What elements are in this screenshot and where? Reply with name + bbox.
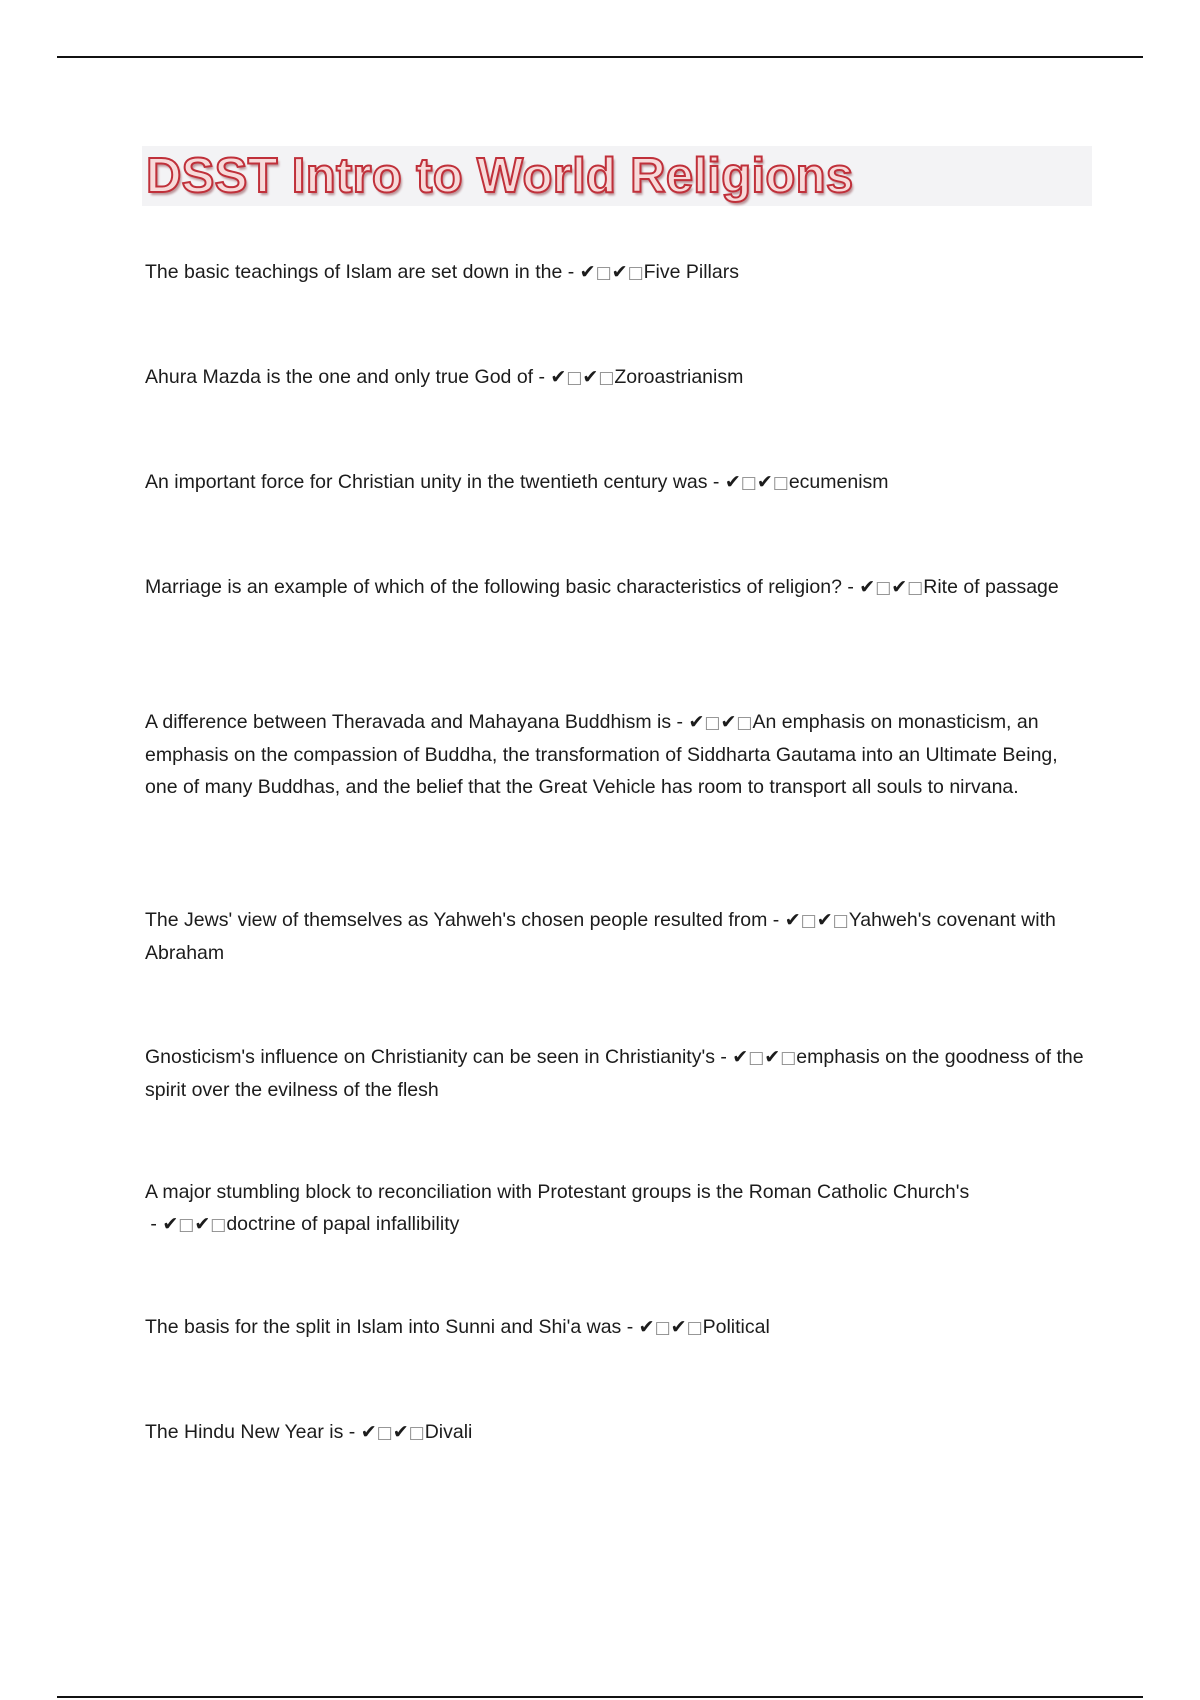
separator: - bbox=[533, 366, 551, 388]
check-mark-icon: ✔ bbox=[579, 261, 596, 283]
question-text: An important force for Christian unity in the twentieth century was bbox=[145, 471, 708, 493]
placeholder-box-icon: □ bbox=[686, 1318, 703, 1338]
placeholder-box-icon: □ bbox=[748, 1048, 765, 1068]
placeholder-box-icon: □ bbox=[595, 263, 612, 283]
check-mark-icon: ✔ bbox=[194, 1213, 211, 1235]
answer-text: Zoroastrianism bbox=[614, 366, 744, 388]
placeholder-box-icon: □ bbox=[654, 1318, 671, 1338]
qa-item bbox=[145, 571, 1095, 604]
check-mark-icon: ✔ bbox=[550, 366, 567, 388]
question-text: A difference between Theravada and Mahayana Buddhism is bbox=[145, 711, 672, 733]
check-mark-icon: ✔ bbox=[756, 471, 773, 493]
separator: - bbox=[841, 576, 860, 598]
top-rule bbox=[57, 56, 1143, 58]
bottom-rule bbox=[57, 1696, 1143, 1698]
answer-text: Political bbox=[702, 1316, 770, 1338]
check-mark-icon: ✔ bbox=[360, 1421, 377, 1443]
placeholder-box-icon: □ bbox=[772, 473, 789, 493]
placeholder-box-icon: □ bbox=[875, 578, 892, 598]
check-mark-icon: ✔ bbox=[784, 909, 801, 931]
placeholder-box-icon: □ bbox=[736, 713, 753, 733]
placeholder-box-icon: □ bbox=[627, 263, 644, 283]
qa-item bbox=[145, 1176, 1095, 1241]
separator: - bbox=[767, 909, 785, 931]
placeholder-box-icon: □ bbox=[598, 368, 615, 388]
check-mark-icon: ✔ bbox=[859, 576, 876, 598]
answer-text: ecumenism bbox=[788, 471, 889, 493]
document-title: DSST Intro to World Religions bbox=[146, 149, 854, 203]
placeholder-box-icon: □ bbox=[408, 1423, 425, 1443]
question-text: The Hindu New Year is bbox=[145, 1421, 344, 1443]
placeholder-box-icon: □ bbox=[780, 1048, 797, 1068]
placeholder-box-icon: □ bbox=[832, 911, 849, 931]
placeholder-box-icon: □ bbox=[740, 473, 757, 493]
separator: - bbox=[562, 261, 580, 283]
placeholder-box-icon: □ bbox=[376, 1423, 393, 1443]
check-mark-icon: ✔ bbox=[720, 711, 737, 733]
placeholder-box-icon: □ bbox=[800, 911, 817, 931]
check-mark-icon: ✔ bbox=[816, 909, 833, 931]
answer-text: Yahweh's covenant with Abraham bbox=[145, 909, 1056, 964]
qa-item bbox=[145, 904, 1095, 969]
answer-text: An emphasis on monasticism, an emphasis on the compassion of Buddha, the transformation of Siddharta Gautama into an Ultimate Being, one of many Buddhas, and the belief that the Great Vehicle has room to transport all souls to nirvana. bbox=[145, 711, 1058, 798]
answer-text: Divali bbox=[424, 1421, 473, 1443]
answer-text: doctrine of papal infallibility bbox=[226, 1213, 460, 1235]
placeholder-box-icon: □ bbox=[566, 368, 583, 388]
question-text: The basis for the split in Islam into Sunni and Shi'a was bbox=[145, 1316, 622, 1338]
separator: - bbox=[343, 1421, 361, 1443]
check-mark-icon: ✔ bbox=[582, 366, 599, 388]
qa-item bbox=[145, 466, 1095, 499]
separator: - bbox=[714, 1046, 733, 1068]
check-mark-icon: ✔ bbox=[638, 1316, 655, 1338]
qa-item bbox=[145, 1311, 1095, 1344]
check-mark-icon: ✔ bbox=[724, 471, 741, 493]
question-text: Marriage is an example of which of the following basic characteristics of religion? bbox=[145, 576, 842, 598]
check-mark-icon: ✔ bbox=[688, 711, 705, 733]
answer-text: Five Pillars bbox=[643, 261, 739, 283]
check-mark-icon: ✔ bbox=[764, 1046, 781, 1068]
qa-item bbox=[145, 706, 1095, 803]
placeholder-box-icon: □ bbox=[210, 1215, 227, 1235]
check-mark-icon: ✔ bbox=[670, 1316, 687, 1338]
separator: - bbox=[707, 471, 725, 493]
question-text: The Jews' view of themselves as Yahweh's chosen people resulted from bbox=[145, 909, 768, 931]
placeholder-box-icon: □ bbox=[178, 1215, 195, 1235]
placeholder-box-icon: □ bbox=[907, 578, 924, 598]
question-text: Ahura Mazda is the one and only true God of bbox=[145, 366, 534, 388]
check-mark-icon: ✔ bbox=[891, 576, 908, 598]
check-mark-icon: ✔ bbox=[162, 1213, 179, 1235]
check-mark-icon: ✔ bbox=[611, 261, 628, 283]
qa-item bbox=[145, 1416, 1095, 1449]
question-text: A major stumbling block to reconciliation with Protestant groups is the Roman Catholic Church's bbox=[145, 1181, 970, 1203]
qa-item bbox=[145, 361, 1095, 394]
answer-text: Rite of passage bbox=[923, 576, 1059, 598]
placeholder-box-icon: □ bbox=[704, 713, 721, 733]
separator: - bbox=[145, 1213, 163, 1235]
separator: - bbox=[621, 1316, 639, 1338]
separator: - bbox=[671, 711, 689, 733]
answer-text: emphasis on the goodness of the spirit over the evilness of the flesh bbox=[145, 1046, 1084, 1101]
question-text: The basic teachings of Islam are set down in the bbox=[145, 261, 563, 283]
check-mark-icon: ✔ bbox=[732, 1046, 749, 1068]
check-mark-icon: ✔ bbox=[392, 1421, 409, 1443]
qa-item bbox=[145, 256, 1095, 289]
question-text: Gnosticism's influence on Christianity can be seen in Christianity's bbox=[145, 1046, 715, 1068]
qa-item bbox=[145, 1041, 1095, 1106]
